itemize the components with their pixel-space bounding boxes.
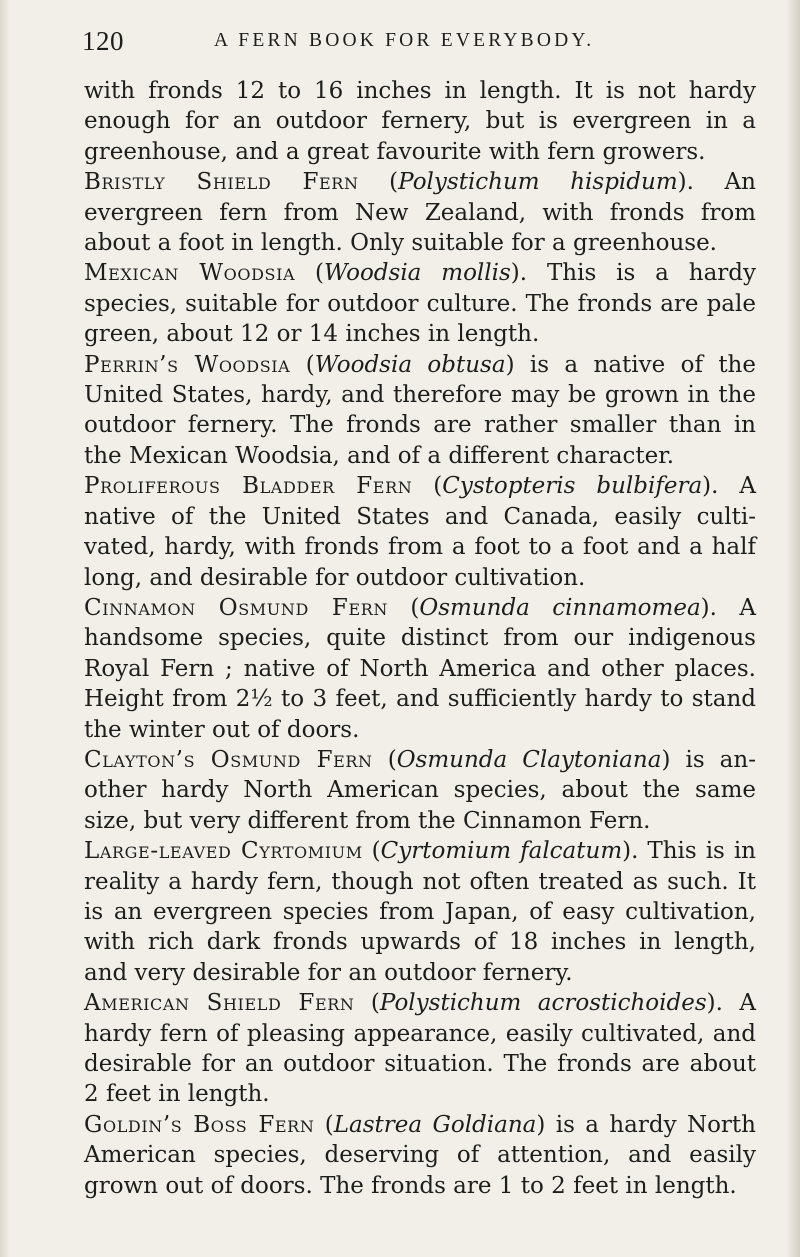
entry-text: An evergreen fern from New Zealand, with fronds from about a foot in length. Only suitable for a greenhouse. [84, 169, 756, 257]
entry-text: A handsome species, quite distinct from our indigenous Royal Fern ; native of North America and other places. Height from 2½ to 3 feet, and sufficiently hardy to stand the winter out of doors. [84, 594, 756, 743]
fern-entry: Large-leaved Cyrtomium (Cyrtomium falcatum). This is in reality a hardy fern, though not often treated as such. It is an evergreen species from Japan, of easy cultivation, with rich dark fronds upwards of 18 inches in length, and very desirable for an outdoor fernery. [84, 838, 756, 986]
fern-common-name: Proliferous Bladder Fern [84, 473, 413, 500]
page-right-edge [786, 0, 800, 1257]
fern-latin-name: Osmunda cinnamomea [419, 594, 701, 621]
fern-latin-name: Cyrtomium falcatum [380, 838, 623, 865]
fern-common-name: Bristly Shield Fern [84, 169, 359, 196]
fern-latin-name: Cystopteris bulbifera [442, 473, 703, 500]
fern-entry: Bristly Shield Fern (Polystichum hispidum). An evergreen fern from New Zealand, with fronds from about a foot in length. Only suitable for a greenhouse. [84, 169, 756, 257]
page-body [84, 76, 756, 1201]
fern-latin-name: Polystichum acrostichoides [379, 990, 707, 1017]
fern-entry: Perrin’s Woodsia (Woodsia obtusa) is a native of the United States, hardy, and therefore may be grown in the outdoor fernery. The fronds are rather smaller than in the Mexican Woodsia, and of a different character. [84, 351, 756, 469]
entry-text: with fronds 12 to 16 inches in length. It is not hardy enough for an outdoor fernery, but is evergreen in a greenhouse, and a great favourite with fern growers. [84, 78, 756, 165]
fern-latin-name: Polystichum hispidum [398, 169, 678, 196]
page-header [82, 26, 752, 60]
fern-common-name: American Shield Fern [84, 990, 355, 1017]
entry-text: A native of the United States and Canada, easily culti-vated, hardy, with fronds from a foot to a foot and a half long, and desirable for outdoor cultivation. [84, 473, 756, 591]
fern-latin-name: Woodsia mollis [324, 260, 511, 287]
fern-latin-name: Osmunda Claytoniana [396, 746, 662, 773]
fern-entry [84, 76, 756, 167]
entry-text: is an-other hardy North American species, about the same size, but very different from the Cinnamon Fern. [84, 746, 756, 834]
fern-entry: Mexican Woodsia (Woodsia mollis). This is a hardy species, suitable for outdoor culture. The fronds are pale green, about 12 or 14 inches in length. [84, 260, 756, 348]
fern-entry: Goldin’s Boss Fern (Lastrea Goldiana) is a hardy North American species, deserving of attention, and easily grown out of doors. The fronds are 1 to 2 feet in length. [84, 1111, 756, 1199]
entry-text: This is in reality a hardy fern, though not often treated as such. It is an evergreen species from Japan, of easy cultivation, with rich dark fronds upwards of 18 inches in length, and very desirable for an outdoor fernery. [84, 838, 756, 986]
fern-entry: Proliferous Bladder Fern (Cystopteris bulbifera). A native of the United States and Canada, easily culti-vated, hardy, with fronds from a foot to a foot and a half long, and desirable for outdoor cultivation. [84, 473, 756, 591]
entry-text: This is a hardy species, suitable for outdoor culture. The fronds are pale green, about 12 or 14 inches in length. [84, 260, 756, 348]
fern-common-name: Goldin’s Boss Fern [84, 1111, 315, 1138]
fern-common-name: Mexican Woodsia [84, 260, 296, 287]
fern-common-name: Large-leaved Cyrtomium [84, 838, 363, 865]
fern-common-name: Clayton’s Osmund Fern [84, 746, 373, 773]
running-title: A FERN BOOK FOR EVERYBODY. [214, 30, 595, 51]
fern-common-name: Perrin’s Woodsia [84, 351, 291, 378]
page-number: 120 [82, 26, 124, 56]
entry-text: A hardy fern of pleasing appearance, easily cultivated, and desirable for an outdoor situation. The fronds are about 2 feet in length. [84, 990, 756, 1108]
fern-latin-name: Woodsia obtusa [314, 351, 506, 378]
fern-common-name: Cinnamon Osmund Fern [84, 594, 388, 621]
page-left-edge [0, 0, 10, 1257]
fern-latin-name: Lastrea Goldiana [333, 1111, 537, 1138]
fern-entry: Clayton’s Osmund Fern (Osmunda Claytoniana) is an-other hardy North American species, about the same size, but very different from the Cinnamon Fern. [84, 746, 756, 834]
fern-entry: Cinnamon Osmund Fern (Osmunda cinnamomea). A handsome species, quite distinct from our indigenous Royal Fern ; native of North America and other places. Height from 2½ to 3 feet, and sufficiently hardy to stand the winter out of doors. [84, 594, 756, 743]
entry-text: is a hardy North American species, deserving of attention, and easily grown out of doors. The fronds are 1 to 2 feet in length. [84, 1111, 756, 1199]
entry-text: is a native of the United States, hardy, and therefore may be grown in the outdoor fernery. The fronds are rather smaller than in the Mexican Woodsia, and of a different character. [84, 351, 756, 469]
fern-entry: American Shield Fern (Polystichum acrostichoides). A hardy fern of pleasing appearance, easily cultivated, and desirable for an outdoor situation. The fronds are about 2 feet in length. [84, 990, 756, 1108]
